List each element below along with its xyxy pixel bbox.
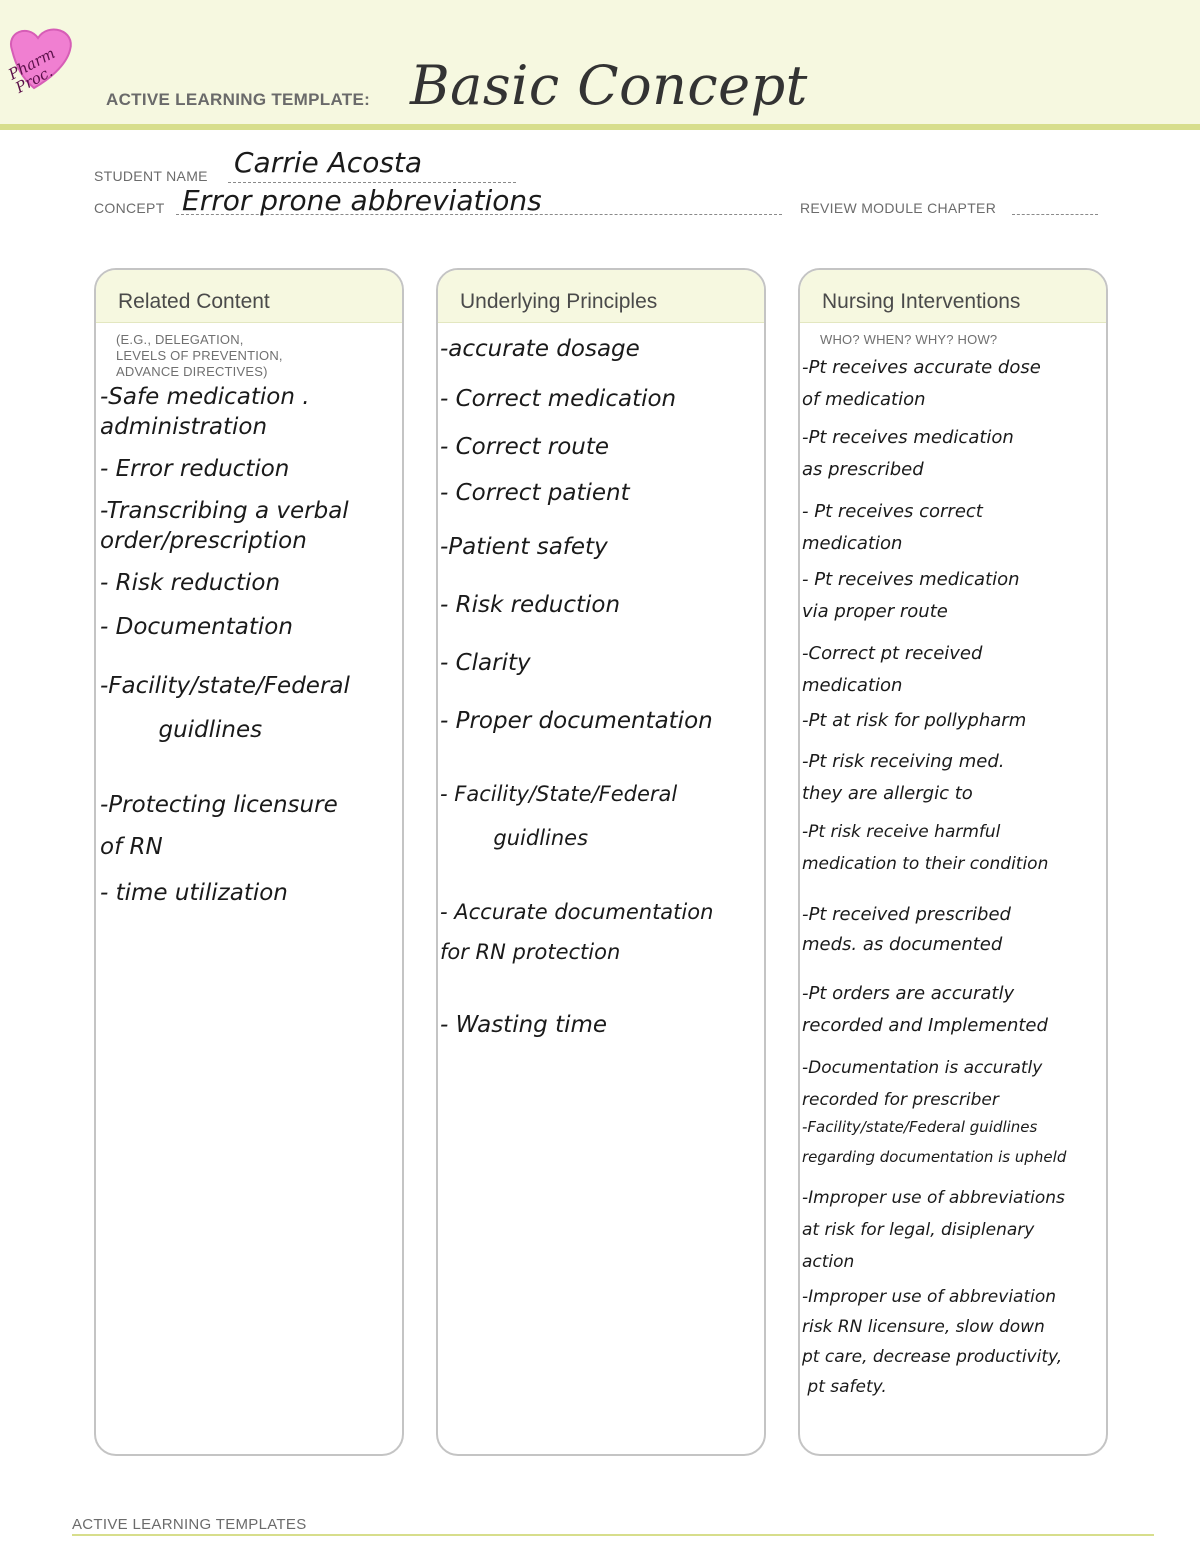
- principle-entry: - Correct patient: [440, 480, 630, 506]
- underlying-principles-panel: [436, 268, 766, 1456]
- principle-entry: - Accurate documentation for RN protection: [440, 900, 714, 964]
- principle-entry: - Wasting time: [440, 1012, 608, 1038]
- intervention-entry: - Pt receives medication via proper route: [802, 569, 1020, 622]
- underlying-principles-title: Underlying Principles: [460, 290, 658, 313]
- nursing-interventions-subtitle: WHO? WHEN? WHY? HOW?: [820, 332, 998, 347]
- intervention-entry: -Pt risk receive harmful medication to their condition: [802, 822, 1049, 874]
- nursing-interventions-title: Nursing Interventions: [822, 290, 1021, 313]
- student-name-value[interactable]: Carrie Acosta: [234, 146, 423, 179]
- principle-entry: - Proper documentation: [440, 708, 713, 734]
- related-entry: - Documentation: [100, 614, 293, 640]
- related-entry: -Safe medication . administration: [100, 384, 310, 440]
- review-module-label: REVIEW MODULE CHAPTER: [800, 200, 997, 216]
- related-entry: - Error reduction: [100, 456, 290, 482]
- intervention-entry: -Pt receives accurate dose of medication: [802, 357, 1041, 410]
- footer-divider: [72, 1534, 1154, 1536]
- related-entry: -Facility/state/Federal guidlines: [100, 673, 350, 743]
- footer-label: ACTIVE LEARNING TEMPLATES: [72, 1516, 307, 1533]
- intervention-entry: -Pt received prescribed meds. as documented: [802, 904, 1011, 955]
- intervention-entry: -Pt at risk for pollypharm: [802, 710, 1027, 731]
- intervention-entry: -Facility/state/Federal guidlines regarding documentation is upheld: [802, 1118, 1067, 1166]
- stamp-label: Pharm Proc.: [5, 44, 59, 97]
- related-content-panel: [94, 268, 404, 1456]
- intervention-entry: -Documentation is accuratly recorded for prescriber: [802, 1058, 1043, 1110]
- related-content-subtitle: (E.G., DELEGATION, LEVELS OF PREVENTION, ADVANCE DIRECTIVES): [116, 332, 283, 379]
- principle-entry: -Patient safety: [440, 534, 608, 560]
- pharm-proc-stamp: [4, 20, 68, 97]
- principle-entry: - Facility/State/Federal guidlines: [440, 782, 678, 850]
- review-module-line: [1012, 214, 1098, 215]
- intervention-entry: -Correct pt received medication: [802, 643, 983, 696]
- concept-label: CONCEPT: [94, 200, 165, 216]
- principle-entry: - Correct medication: [440, 386, 677, 412]
- student-name-label: STUDENT NAME: [94, 168, 208, 184]
- student-name-line: [228, 182, 516, 183]
- related-entry: - Risk reduction: [100, 570, 281, 596]
- intervention-entry: - Pt receives correct medication: [802, 501, 983, 554]
- related-entry: -Protecting licensure of RN: [100, 792, 338, 860]
- intervention-entry: -Pt orders are accuratly recorded and Implemented: [802, 983, 1048, 1036]
- related-entry: -Transcribing a verbal order/prescription: [100, 498, 349, 554]
- concept-value[interactable]: Error prone abbreviations: [182, 184, 542, 217]
- template-label: ACTIVE LEARNING TEMPLATE:: [106, 90, 371, 109]
- related-content-title: Related Content: [118, 290, 270, 313]
- principle-entry: -accurate dosage: [440, 336, 640, 362]
- principle-entry: - Correct route: [440, 434, 610, 460]
- header-divider: [0, 124, 1200, 130]
- intervention-entry: -Pt risk receiving med. they are allergic to: [802, 751, 1005, 804]
- intervention-entry: -Improper use of abbreviations at risk for legal, disiplenary action: [802, 1188, 1065, 1272]
- principle-entry: - Clarity: [440, 650, 531, 676]
- intervention-entry: -Pt receives medication as prescribed: [802, 427, 1014, 480]
- intervention-entry: -Improper use of abbreviation risk RN licensure, slow down pt care, decrease productivity, pt safety.: [802, 1287, 1063, 1397]
- principle-entry: - Risk reduction: [440, 592, 621, 618]
- template-title: Basic Concept: [410, 54, 808, 117]
- related-entry: - time utilization: [100, 880, 288, 906]
